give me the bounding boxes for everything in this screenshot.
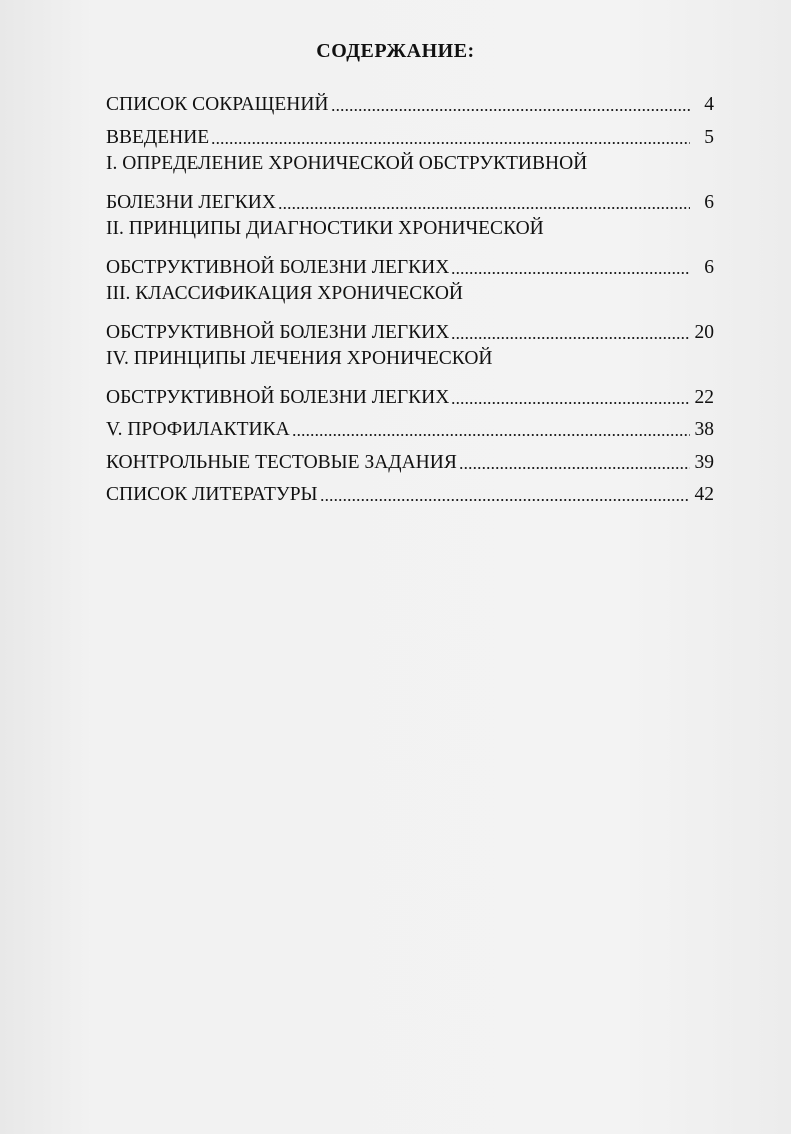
toc-entry-title: ОБСТРУКТИВНОЙ БОЛЕЗНИ ЛЕГКИХ [106,321,450,343]
toc-entry [106,121,714,154]
dot-leader [331,92,691,114]
toc-entry-line [106,186,714,219]
toc-page-number: 39 [694,451,714,473]
toc-entry-line [106,381,714,414]
toc-page-number: 6 [704,191,714,213]
toc-page-number: 5 [704,126,714,148]
dot-leader [451,385,690,407]
toc-entry-line [106,316,714,349]
toc-entry-line [106,121,714,154]
toc-entry [106,88,714,121]
toc-entry [106,283,714,348]
toc-entry-line [106,153,714,186]
dot-leader [320,482,690,504]
toc-entry [106,348,714,413]
toc-entry [106,218,714,283]
toc-page-number: 22 [694,386,714,408]
toc-entry-line [106,251,714,284]
toc-entry-title: IV. ПРИНЦИПЫ ЛЕЧЕНИЯ ХРОНИЧЕСКОЙ [106,348,493,369]
toc-entry [106,413,714,446]
toc-page-number: 20 [694,321,714,343]
toc-entry-title: III. КЛАССИФИКАЦИЯ ХРОНИЧЕСКОЙ [106,283,463,304]
toc-page-number: 38 [694,419,714,440]
toc-page-number: 6 [704,256,714,278]
toc-entry-title: БОЛЕЗНИ ЛЕГКИХ [106,191,276,213]
dot-leader [292,417,690,439]
toc-entry-title: КОНТРОЛЬНЫЕ ТЕСТОВЫЕ ЗАДАНИЯ [106,451,457,473]
toc-entry [106,478,714,511]
toc-entry-line [106,478,714,511]
dot-leader [278,190,690,212]
toc-entry-title: ОБСТРУКТИВНОЙ БОЛЕЗНИ ЛЕГКИХ [106,256,450,278]
page-title: СОДЕРЖАНИЕ: [316,40,475,62]
toc-entry-title: СПИСОК СОКРАЩЕНИЙ [106,94,329,115]
toc-entry-line [106,446,714,479]
toc-entry-line [106,283,714,316]
toc-entry-title: СПИСОК ЛИТЕРАТУРЫ [106,484,318,505]
dot-leader [459,450,690,472]
dot-leader [211,125,690,147]
toc-entry-title: ВВЕДЕНИЕ [106,126,210,148]
toc-entry-line [106,348,714,381]
table-of-contents [106,88,714,511]
toc-page-number: 4 [704,94,714,115]
toc-page-number: 42 [694,484,714,505]
toc-entry [106,446,714,479]
toc-entry-title: II. ПРИНЦИПЫ ДИАГНОСТИКИ ХРОНИЧЕСКОЙ [106,218,544,239]
toc-entry-line [106,413,714,446]
toc-entry-title: V. ПРОФИЛАКТИКА [106,419,290,440]
dot-leader [451,255,690,277]
toc-entry-title: ОБСТРУКТИВНОЙ БОЛЕЗНИ ЛЕГКИХ [106,386,450,408]
dot-leader [451,320,690,342]
toc-entry-line [106,218,714,251]
toc-entry [106,153,714,218]
toc-entry-title: I. ОПРЕДЕЛЕНИЕ ХРОНИЧЕСКОЙ ОБСТРУКТИВНОЙ [106,153,588,174]
toc-entry-line [106,88,714,121]
